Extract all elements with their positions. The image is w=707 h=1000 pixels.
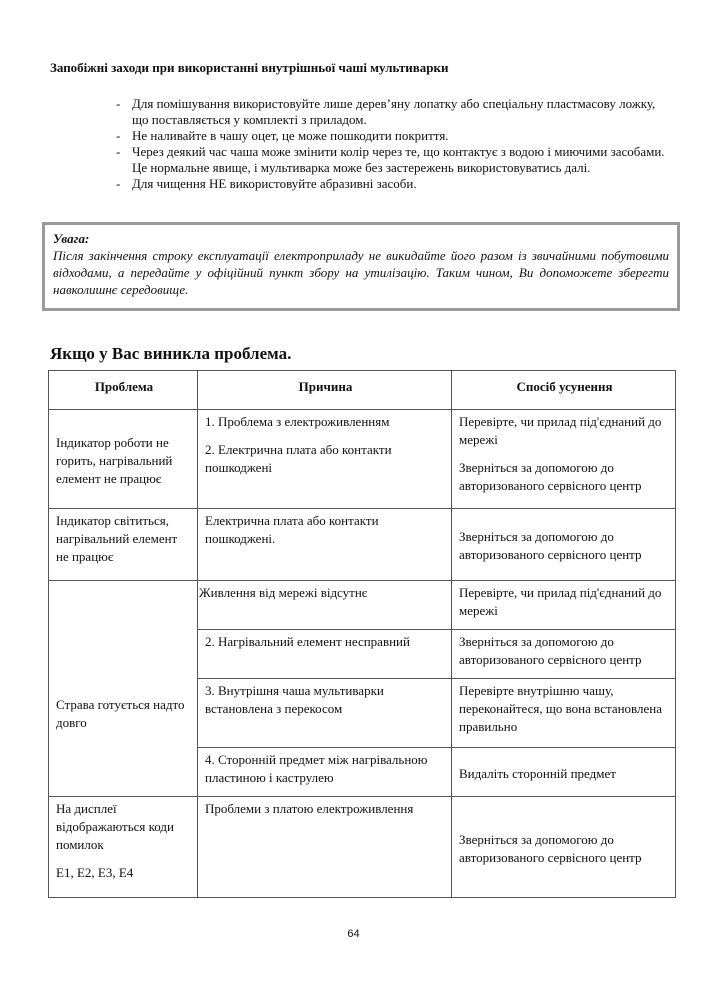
cause-cell: Проблеми з платою електроживлення [198,797,452,898]
section-title: Запобіжні заходи при використанні внутрішньої чаші мультиварки [50,60,449,75]
list-item: - Через деякий час чаша може змінити колір через те, що контактує з водою і миючими засобами. Це нормальне явище, і мультиварка може без застережень використовуватись далі. [117,144,672,176]
fix-cell: Перевірте внутрішню чашу, переконайтеся, що вона встановлена правильно [452,679,676,748]
fix-cell: Зверніться за допомогою до авторизованого сервісного центр [452,797,676,898]
table-row [49,797,676,898]
cause-cell: 3. Внутрішня чаша мультиварки встановлена з перекосом [198,679,452,748]
list-item: - Для помішування використовуйте лише дерев’яну лопатку або спеціальну пластмасову ложку, що поставляється у комплекті з приладом. [117,96,672,128]
table-row [49,509,676,581]
note-text: Після закінчення строку експлуатації електроприладу не викидайте його разом із звичайними побутовими відходами, а передайте у офіційний пункт збору на утилізацію. Таким чином, Ви допоможете зберегти навколишнє середовище. [53,248,669,297]
fix-cell: Зверніться за допомогою до авторизованого сервісного центр [452,509,676,581]
problem-cell [49,797,198,898]
cause-text: 2. Електрична плата або контакти пошкоджені [205,442,392,475]
cause-cell: Електрична плата або контакти пошкоджені. [198,509,452,581]
header-cause: Причина [198,371,452,410]
precautions-list [117,96,672,192]
cause-cell: 2. Нагрівальний елемент несправний [198,630,452,679]
error-codes: E1, E2, E3, E4 [56,865,134,880]
fix-cell [452,410,676,509]
header-fix: Спосіб усунення [452,371,676,410]
fix-cell: Перевірте, чи прилад під'єднаний до мережі [452,581,676,630]
fix-text: Зверніться за допомогою до авторизованого сервісного центр [459,460,642,493]
table-header-row [49,371,676,410]
fix-cell: Видаліть сторонній предмет [452,748,676,797]
fix-text: Перевірте, чи прилад під'єднаний до мережі [459,414,662,447]
cause-cell [198,410,452,509]
note-title: Увага: [53,231,90,246]
troubleshooting-title: Якщо у Вас виникла проблема. [50,344,292,363]
cause-cell: Живлення від мережі відсутнє [198,581,452,630]
list-item: - Для чищення НЕ використовуйте абразивні засоби. [117,176,672,192]
header-problem: Проблема [49,371,198,410]
problem-cell: Індикатор світиться, нагрівальний елемент не працює [49,509,198,581]
warning-note [42,222,680,311]
cause-cell: 4. Сторонній предмет між нагрівальною пластиною і каструлею [198,748,452,797]
list-item: - Не наливайте в чашу оцет, це може пошкодити покриття. [117,128,672,144]
problem-cell: Страва готується надто довго [49,581,198,797]
cause-text: 1. Проблема з електроживленням [205,414,390,429]
fix-cell: Зверніться за допомогою до авторизованого сервісного центр [452,630,676,679]
troubleshooting-table [48,370,676,898]
problem-cell: Індикатор роботи не горить, нагрівальний елемент не працює [49,410,198,509]
table-row [49,410,676,509]
page-number: 64 [347,928,360,940]
problem-text: На дисплеї відображаються коди помилок [56,801,175,852]
table-row [49,581,676,630]
